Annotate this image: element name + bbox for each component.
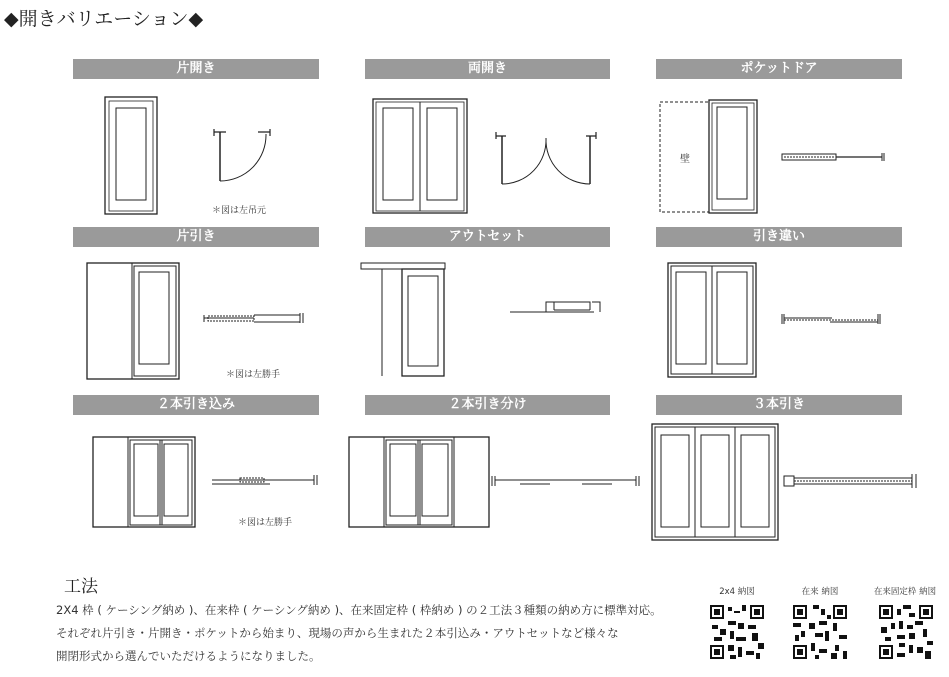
outset-door-elevation: [360, 262, 448, 378]
qr-label-zairai-fixed: 在来固定枠 納図: [873, 587, 937, 597]
variation-header-3hon-biki: ３本引き: [656, 395, 902, 415]
variation-header-katabiki: 片引き: [73, 227, 319, 247]
triple-sliding-door-plan: [782, 470, 922, 492]
page-title: ◆開きバリエーション◆: [4, 8, 204, 30]
double-swing-door-elevation: [372, 98, 468, 214]
triple-sliding-door-elevation: [651, 423, 779, 541]
double-swing-door-plan: [494, 126, 598, 186]
two-door-pocket-plan: [210, 472, 320, 490]
method-line-1: 2X4 枠 ( ケーシング納め )、在来枠 ( ケーシング納め )、在来固定枠 ( 枠納め ) の２工法３種類の納め方に標準対応。: [56, 603, 662, 617]
single-sliding-door-plan: [202, 310, 306, 326]
two-door-pocket-elevation: [92, 436, 196, 528]
pocket-wall-label: 壁: [680, 154, 690, 165]
method-line-3: 開閉形式から選んでいただけるようになりました。: [56, 649, 321, 663]
variation-header-2hon-hikikomi: ２本引き込み: [73, 395, 319, 415]
outset-door-plan: [508, 298, 608, 318]
bypass-sliding-door-elevation: [667, 262, 757, 378]
slide-note-2: ＊図は左勝手: [238, 518, 293, 528]
variation-header-2hon-hikiwake: ２本引き分け: [365, 395, 610, 415]
hinge-note: ＊図は左吊元: [212, 206, 267, 216]
variation-header-outset: アウトセット: [365, 227, 610, 247]
slide-note: ＊図は左勝手: [226, 370, 281, 380]
qr-label-2x4: 2x4 納図: [719, 587, 755, 597]
variation-header-ryobiraki: 両開き: [365, 59, 610, 79]
qr-label-zairai: 在来 納図: [801, 587, 839, 597]
qr-code-icon[interactable]: [708, 603, 766, 661]
single-sliding-door-elevation: [86, 262, 180, 380]
bi-parting-sliding-door-plan: [490, 470, 642, 492]
method-heading: 工法: [64, 577, 98, 597]
pocket-door-elevation: [659, 99, 759, 215]
pocket-door-plan: [780, 150, 888, 166]
variation-header-pocket-door: ポケットドア: [656, 59, 902, 79]
variation-header-katabiraki: 片開き: [73, 59, 319, 79]
variation-header-hikichigai: 引き違い: [656, 227, 902, 247]
method-line-2: それぞれ片引き・片開き・ポケットから始まり、現場の声から生まれた２本引込み・アウトセットなど様々な: [56, 626, 619, 640]
qr-code-icon[interactable]: [791, 603, 849, 661]
single-swing-door-elevation: [104, 96, 158, 216]
qr-code-icon[interactable]: [877, 603, 935, 661]
bi-parting-sliding-door-elevation: [348, 436, 490, 528]
single-swing-door-plan: [212, 126, 272, 184]
bypass-sliding-door-plan: [780, 310, 884, 328]
